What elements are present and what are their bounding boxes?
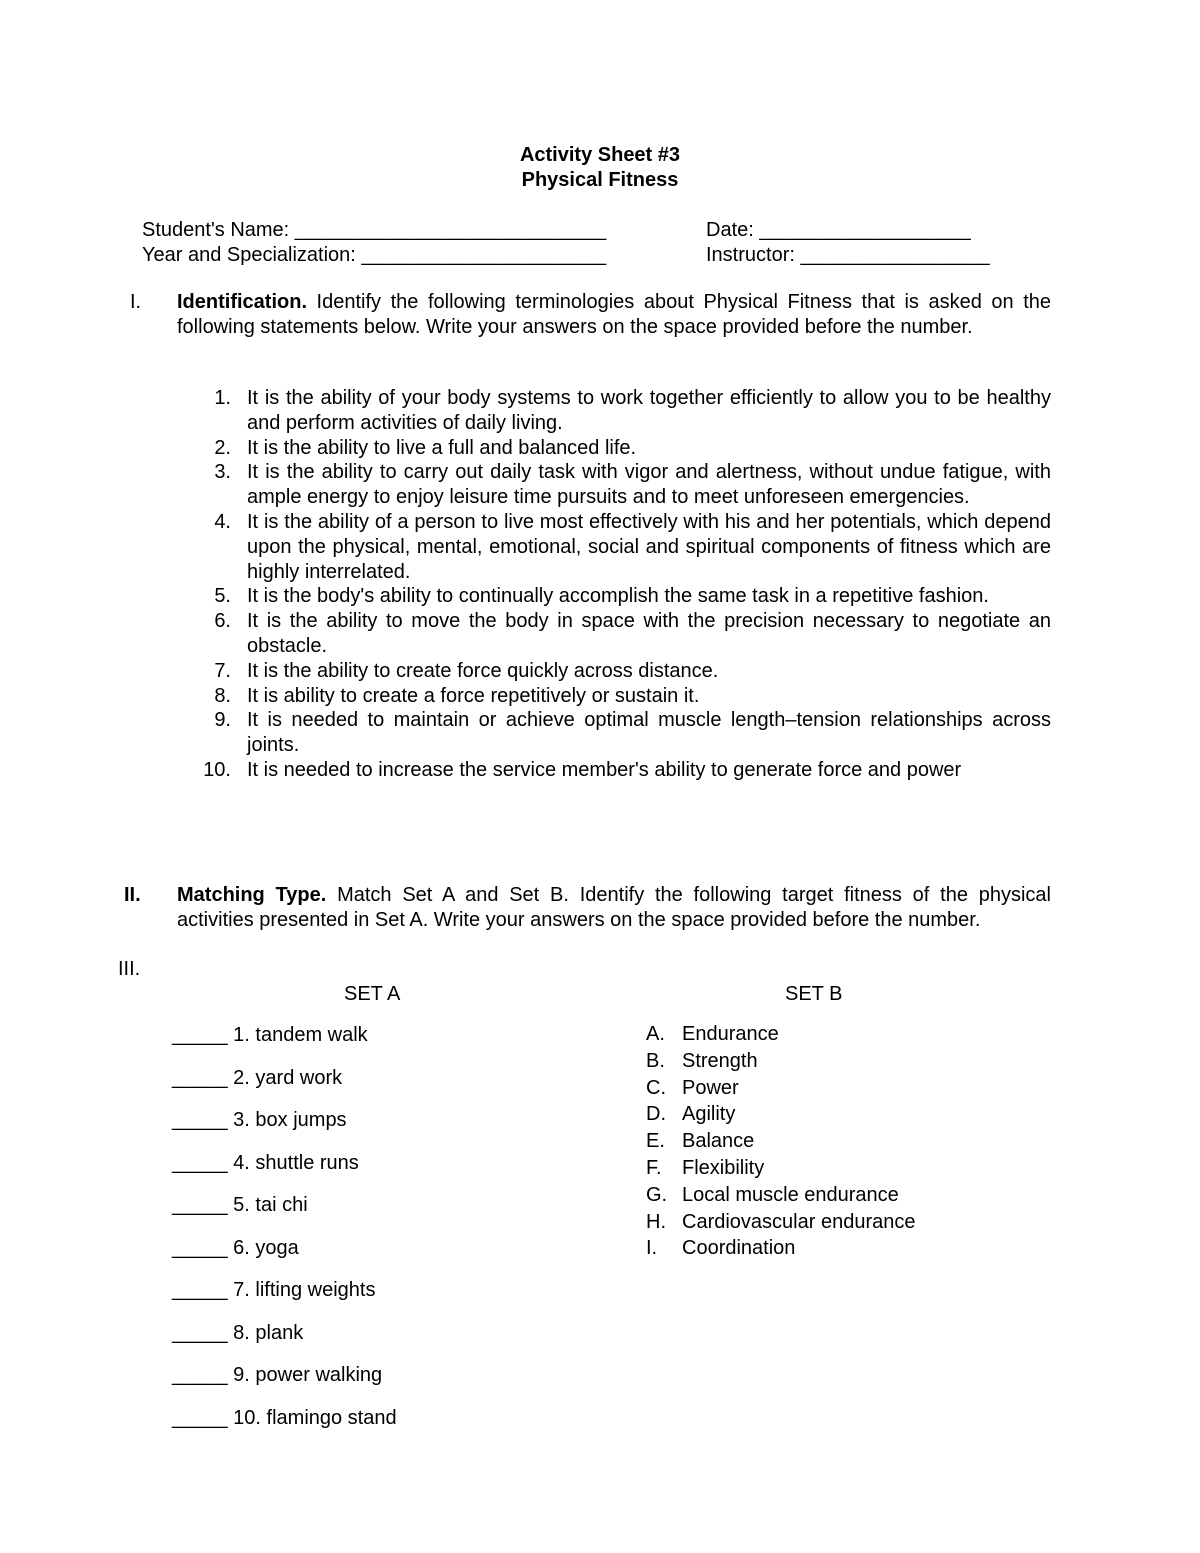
section-2-heading: Matching Type. bbox=[177, 884, 327, 906]
set-b-item: Local muscle endurance bbox=[682, 1183, 899, 1206]
set-b-letter: D. bbox=[646, 1103, 666, 1126]
set-b-item: Power bbox=[682, 1076, 739, 1099]
set-a-item[interactable]: _____ 3. box jumps bbox=[172, 1109, 347, 1131]
item-number: 4. bbox=[214, 510, 231, 533]
set-b-letter: H. bbox=[646, 1210, 666, 1233]
set-a-item[interactable]: _____ 9. power walking bbox=[172, 1364, 383, 1386]
set-a-item[interactable]: _____ 10. flamingo stand bbox=[172, 1406, 397, 1429]
year-specialization-field[interactable]: Year and Specialization: ______________________ bbox=[142, 244, 607, 266]
date-field[interactable]: Date: ___________________ bbox=[706, 219, 971, 241]
set-a-heading: SET A bbox=[344, 983, 401, 1005]
set-b-item: Balance bbox=[682, 1130, 755, 1153]
item-number: 1. bbox=[214, 387, 231, 409]
set-b-item: Flexibility bbox=[682, 1157, 765, 1179]
item-text: It is the body's ability to continually accomplish the same task in a repetitive fashion. bbox=[247, 585, 989, 608]
item-number: 2. bbox=[214, 436, 231, 459]
identification-item bbox=[177, 460, 1051, 510]
set-b-letter: E. bbox=[646, 1130, 665, 1153]
item-number: 9. bbox=[214, 709, 231, 732]
page-title: Activity Sheet #3 bbox=[519, 144, 681, 166]
item-number: 8. bbox=[214, 684, 231, 707]
item-number: 7. bbox=[214, 659, 231, 682]
section-1-numeral: I. bbox=[130, 291, 142, 313]
set-a-item[interactable]: _____ 2. yard work bbox=[172, 1066, 343, 1089]
item-text: It is needed to increase the service member's ability to generate force and power bbox=[247, 758, 962, 781]
identification-item bbox=[177, 708, 1051, 758]
identification-item bbox=[177, 386, 1051, 436]
set-a-item[interactable]: _____ 7. lifting weights bbox=[172, 1279, 376, 1301]
set-a-item[interactable]: _____ 5. tai chi bbox=[172, 1194, 308, 1216]
item-text: It is the ability of a person to live most effectively with his and her potentials, which depend upon the physical, mental, emotional, social and spiritual components of fitness which are highly interrelated. bbox=[247, 510, 1051, 583]
item-text: It is the ability to move the body in space with the precision necessary to negotiate an obstacle. bbox=[247, 610, 1051, 657]
student-name-field[interactable]: Student's Name: ____________________________ bbox=[142, 219, 607, 241]
section-2-numeral: II. bbox=[124, 884, 141, 906]
item-number: 5. bbox=[214, 585, 231, 608]
set-a-item[interactable]: _____ 6. yoga bbox=[172, 1236, 299, 1259]
set-a-item[interactable]: _____ 8. plank bbox=[172, 1321, 304, 1344]
set-a-item[interactable]: _____ 1. tandem walk bbox=[172, 1024, 368, 1046]
item-number: 6. bbox=[214, 610, 231, 633]
item-text: It is the ability to create force quickly across distance. bbox=[247, 659, 719, 682]
identification-item bbox=[177, 659, 1051, 684]
item-text: It is ability to create a force repetitively or sustain it. bbox=[247, 684, 700, 707]
set-b-item: Coordination bbox=[682, 1237, 796, 1260]
section-1-heading: Identification. bbox=[177, 291, 307, 313]
page-subtitle: Physical Fitness bbox=[521, 169, 679, 191]
set-b-letter: G. bbox=[646, 1183, 668, 1206]
section-1-instructions bbox=[177, 290, 1051, 339]
set-b-letter: B. bbox=[646, 1049, 665, 1072]
identification-item bbox=[177, 684, 1051, 709]
identification-item bbox=[177, 510, 1051, 584]
identification-item bbox=[177, 584, 1051, 609]
instructor-field[interactable]: Instructor: _________________ bbox=[706, 244, 990, 266]
section-1-instructions-text: Identify the following terminologies about Physical Fitness that is asked on the following statements below. Write your answers on the space provided before the number. bbox=[177, 291, 1051, 338]
section-3-numeral: III. bbox=[118, 958, 141, 980]
set-b-letter: F. bbox=[646, 1157, 662, 1179]
set-b-letter: A. bbox=[646, 1023, 665, 1045]
identification-items bbox=[177, 386, 1051, 783]
set-b-item: Strength bbox=[682, 1049, 758, 1072]
set-b-item: Endurance bbox=[682, 1023, 779, 1045]
set-b-heading: SET B bbox=[785, 983, 843, 1005]
item-text: It is the ability to live a full and balanced life. bbox=[247, 436, 637, 459]
item-text: It is the ability to carry out daily task with vigor and alertness, without undue fatigue, with ample energy to enjoy leisure time pursuits and to meet unforeseen emergencies. bbox=[247, 461, 1051, 509]
section-2-instructions bbox=[177, 883, 1051, 932]
set-b-letter: I. bbox=[646, 1237, 658, 1260]
item-number: 10. bbox=[203, 758, 231, 781]
item-text: It is needed to maintain or achieve optimal muscle length–tension relationships across joints. bbox=[247, 709, 1051, 757]
item-text: It is the ability of your body systems to work together efficiently to allow you to be healthy and perform activities of daily living. bbox=[247, 387, 1051, 434]
set-b-item: Cardiovascular endurance bbox=[682, 1210, 916, 1233]
section-2-instructions-text: Match Set A and Set B. Identify the following target fitness of the physical activities presented in Set A. Write your answers on the space provided before the number. bbox=[177, 884, 1051, 931]
set-b-item: Agility bbox=[682, 1103, 736, 1126]
set-a-item[interactable]: _____ 4. shuttle runs bbox=[172, 1151, 359, 1174]
item-number: 3. bbox=[214, 461, 231, 484]
identification-item bbox=[177, 609, 1051, 659]
identification-item bbox=[177, 758, 1051, 783]
identification-item bbox=[177, 436, 1051, 461]
set-b-letter: C. bbox=[646, 1076, 666, 1099]
